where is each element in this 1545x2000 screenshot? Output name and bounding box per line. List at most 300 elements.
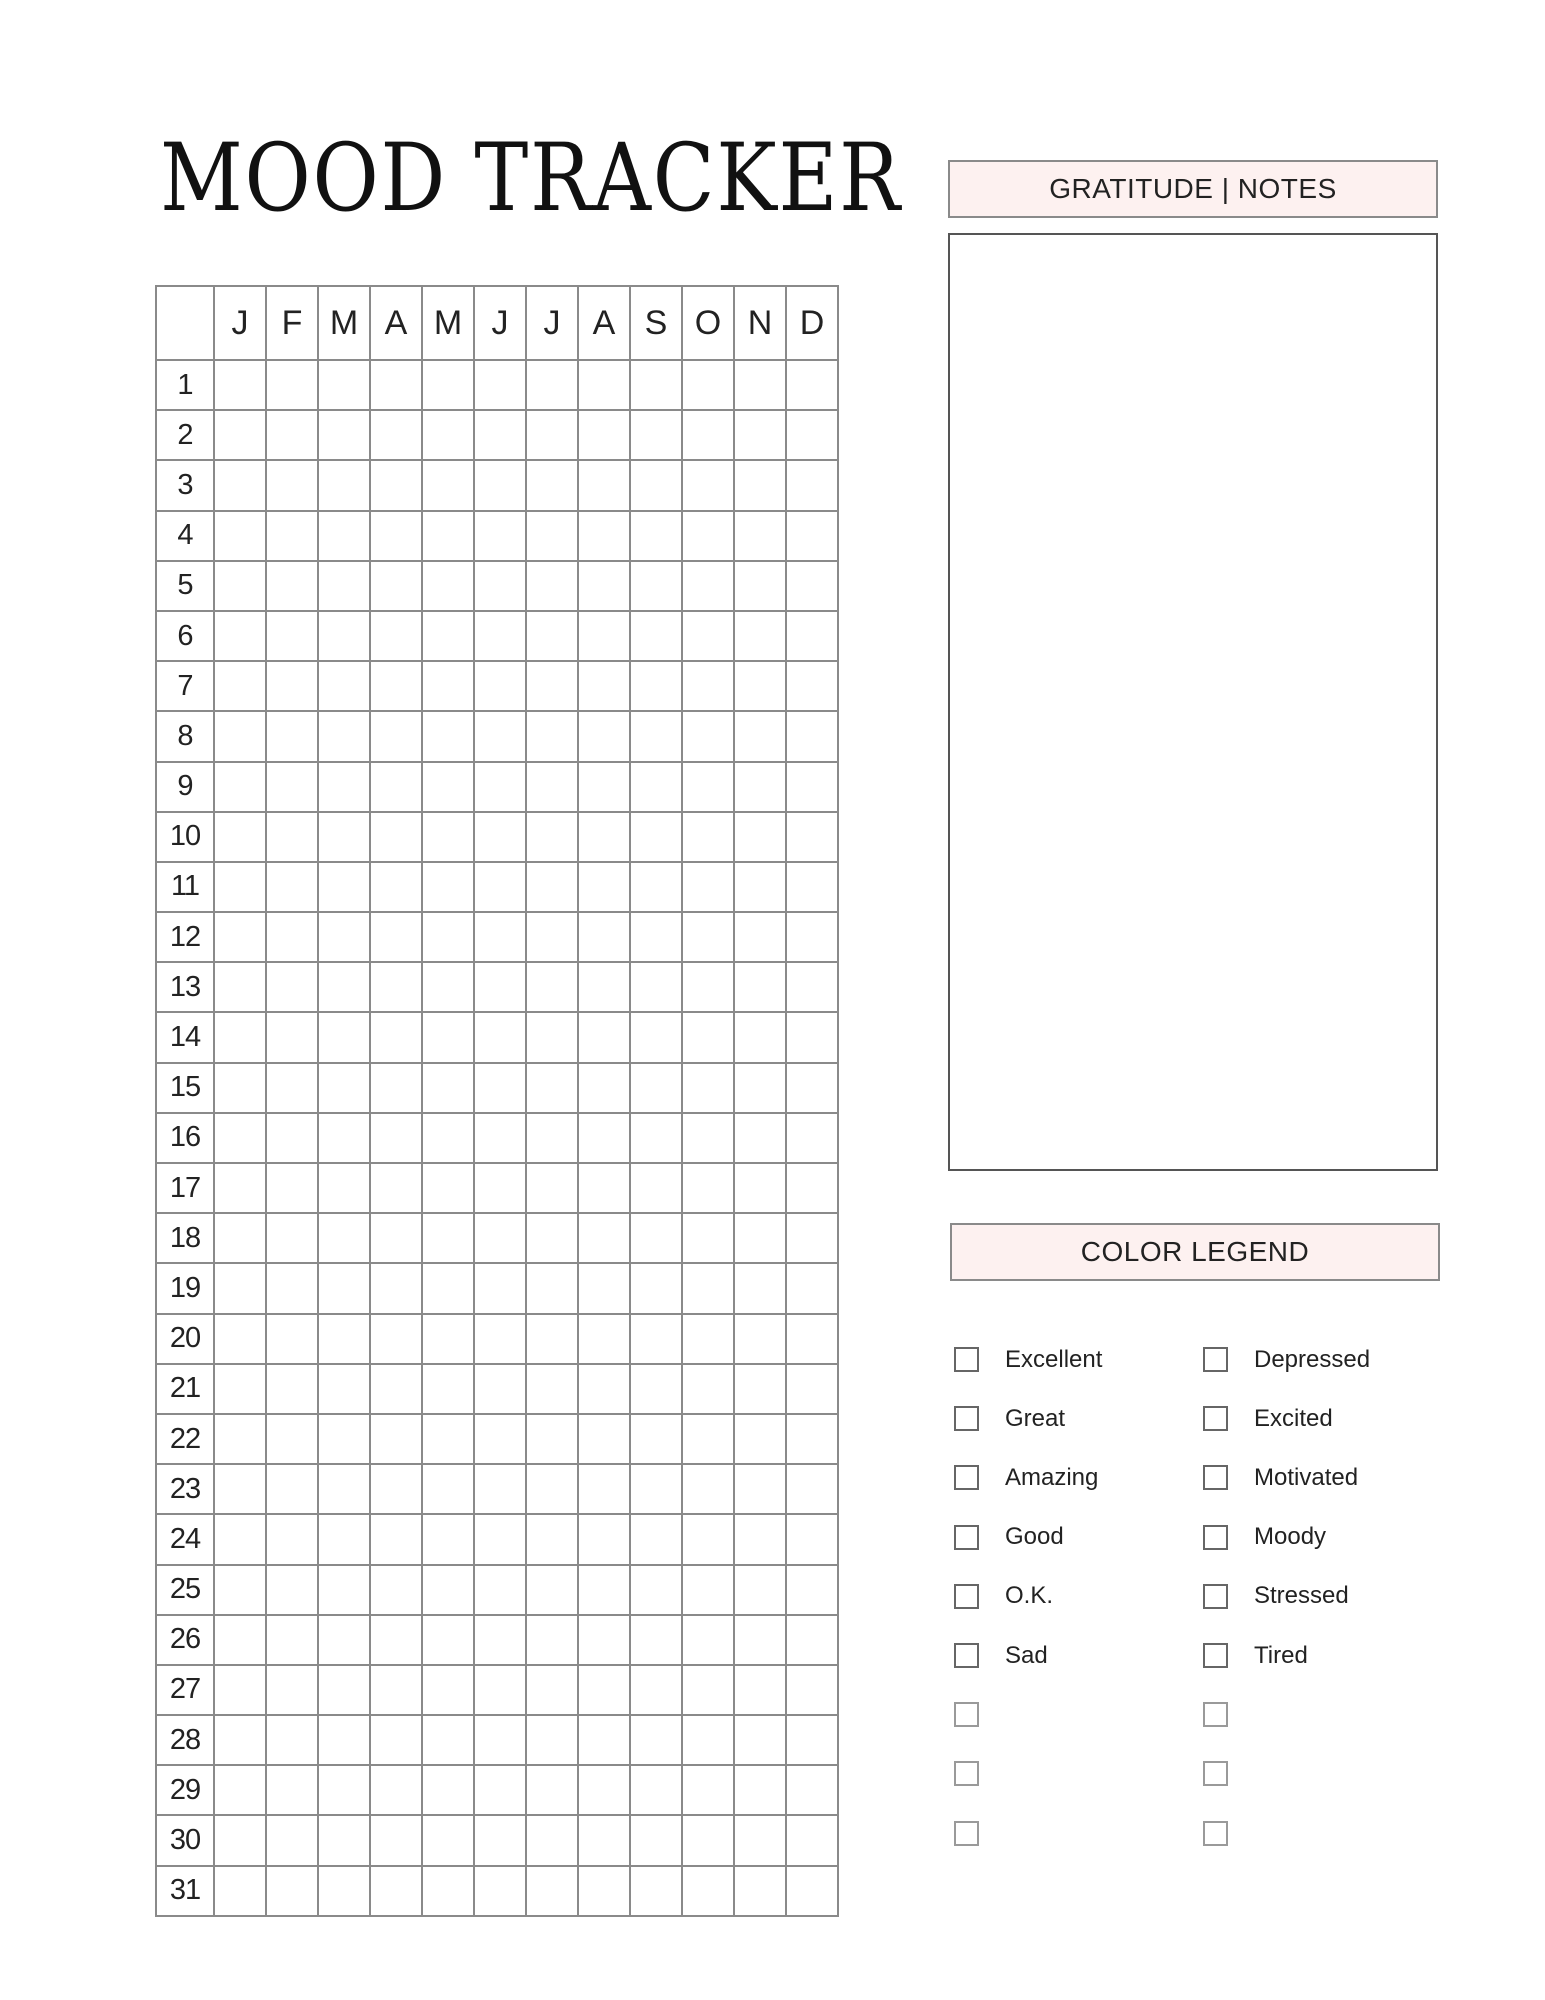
mood-cell[interactable] xyxy=(474,661,526,711)
mood-cell[interactable] xyxy=(474,711,526,761)
mood-cell[interactable] xyxy=(786,962,838,1012)
mood-cell[interactable] xyxy=(318,1163,370,1213)
mood-cell[interactable] xyxy=(474,561,526,611)
mood-cell[interactable] xyxy=(682,1364,734,1414)
mood-cell[interactable] xyxy=(318,1715,370,1765)
mood-cell[interactable] xyxy=(682,410,734,460)
mood-cell[interactable] xyxy=(422,1615,474,1665)
mood-cell[interactable] xyxy=(526,912,578,962)
mood-cell[interactable] xyxy=(318,762,370,812)
mood-cell[interactable] xyxy=(370,511,422,561)
mood-cell[interactable] xyxy=(682,912,734,962)
mood-cell[interactable] xyxy=(786,912,838,962)
mood-cell[interactable] xyxy=(214,912,266,962)
mood-cell[interactable] xyxy=(786,460,838,510)
mood-cell[interactable] xyxy=(214,1063,266,1113)
mood-cell[interactable] xyxy=(422,1514,474,1564)
color-swatch-checkbox[interactable] xyxy=(954,1347,979,1372)
mood-cell[interactable] xyxy=(422,1665,474,1715)
mood-cell[interactable] xyxy=(630,1314,682,1364)
mood-cell[interactable] xyxy=(734,410,786,460)
mood-cell[interactable] xyxy=(266,460,318,510)
mood-cell[interactable] xyxy=(682,661,734,711)
mood-cell[interactable] xyxy=(578,611,630,661)
mood-cell[interactable] xyxy=(214,962,266,1012)
mood-cell[interactable] xyxy=(370,762,422,812)
mood-cell[interactable] xyxy=(734,1012,786,1062)
mood-cell[interactable] xyxy=(734,1665,786,1715)
mood-cell[interactable] xyxy=(474,812,526,862)
mood-cell[interactable] xyxy=(630,410,682,460)
mood-cell[interactable] xyxy=(474,1615,526,1665)
mood-cell[interactable] xyxy=(630,1665,682,1715)
mood-cell[interactable] xyxy=(474,1665,526,1715)
mood-cell[interactable] xyxy=(474,1113,526,1163)
mood-cell[interactable] xyxy=(422,1314,474,1364)
mood-cell[interactable] xyxy=(734,1464,786,1514)
mood-cell[interactable] xyxy=(318,1815,370,1865)
mood-cell[interactable] xyxy=(214,511,266,561)
mood-cell[interactable] xyxy=(318,1665,370,1715)
mood-cell[interactable] xyxy=(266,1263,318,1313)
mood-cell[interactable] xyxy=(526,1615,578,1665)
mood-cell[interactable] xyxy=(682,460,734,510)
mood-cell[interactable] xyxy=(682,561,734,611)
mood-cell[interactable] xyxy=(734,460,786,510)
mood-cell[interactable] xyxy=(630,360,682,410)
mood-cell[interactable] xyxy=(422,410,474,460)
mood-cell[interactable] xyxy=(630,1565,682,1615)
mood-cell[interactable] xyxy=(266,1012,318,1062)
mood-cell[interactable] xyxy=(526,511,578,561)
mood-cell[interactable] xyxy=(214,561,266,611)
mood-cell[interactable] xyxy=(214,1012,266,1062)
mood-cell[interactable] xyxy=(786,812,838,862)
mood-cell[interactable] xyxy=(578,1213,630,1263)
mood-cell[interactable] xyxy=(474,360,526,410)
mood-cell[interactable] xyxy=(526,1565,578,1615)
mood-cell[interactable] xyxy=(734,1113,786,1163)
mood-cell[interactable] xyxy=(474,1012,526,1062)
mood-cell[interactable] xyxy=(370,410,422,460)
mood-cell[interactable] xyxy=(734,711,786,761)
mood-cell[interactable] xyxy=(370,1464,422,1514)
mood-cell[interactable] xyxy=(266,1665,318,1715)
mood-cell[interactable] xyxy=(526,1665,578,1715)
mood-cell[interactable] xyxy=(786,1063,838,1113)
mood-cell[interactable] xyxy=(526,1163,578,1213)
mood-cell[interactable] xyxy=(578,511,630,561)
mood-cell[interactable] xyxy=(214,711,266,761)
mood-cell[interactable] xyxy=(214,1765,266,1815)
mood-cell[interactable] xyxy=(214,1815,266,1865)
mood-cell[interactable] xyxy=(474,1565,526,1615)
color-swatch-checkbox[interactable] xyxy=(1203,1406,1228,1431)
mood-cell[interactable] xyxy=(266,1815,318,1865)
mood-cell[interactable] xyxy=(370,1414,422,1464)
mood-cell[interactable] xyxy=(474,1364,526,1414)
mood-cell[interactable] xyxy=(734,962,786,1012)
mood-cell[interactable] xyxy=(578,1414,630,1464)
mood-cell[interactable] xyxy=(474,410,526,460)
mood-cell[interactable] xyxy=(266,1414,318,1464)
mood-cell[interactable] xyxy=(214,1665,266,1715)
mood-cell[interactable] xyxy=(682,1213,734,1263)
mood-cell[interactable] xyxy=(630,1113,682,1163)
mood-cell[interactable] xyxy=(526,1012,578,1062)
mood-cell[interactable] xyxy=(422,862,474,912)
mood-cell[interactable] xyxy=(318,711,370,761)
mood-cell[interactable] xyxy=(318,1012,370,1062)
mood-cell[interactable] xyxy=(370,862,422,912)
mood-cell[interactable] xyxy=(422,1565,474,1615)
mood-cell[interactable] xyxy=(734,812,786,862)
mood-cell[interactable] xyxy=(214,1163,266,1213)
mood-cell[interactable] xyxy=(318,460,370,510)
mood-cell[interactable] xyxy=(786,1414,838,1464)
mood-cell[interactable] xyxy=(214,1514,266,1564)
mood-cell[interactable] xyxy=(422,1715,474,1765)
mood-cell[interactable] xyxy=(578,1012,630,1062)
mood-cell[interactable] xyxy=(370,1615,422,1665)
mood-cell[interactable] xyxy=(214,762,266,812)
mood-cell[interactable] xyxy=(474,1815,526,1865)
mood-cell[interactable] xyxy=(318,1364,370,1414)
mood-cell[interactable] xyxy=(266,1364,318,1414)
mood-cell[interactable] xyxy=(786,1514,838,1564)
mood-cell[interactable] xyxy=(630,460,682,510)
mood-cell[interactable] xyxy=(630,1364,682,1414)
mood-cell[interactable] xyxy=(474,611,526,661)
mood-cell[interactable] xyxy=(474,1263,526,1313)
mood-cell[interactable] xyxy=(370,1113,422,1163)
mood-cell[interactable] xyxy=(786,1464,838,1514)
mood-cell[interactable] xyxy=(266,1715,318,1765)
mood-cell[interactable] xyxy=(214,360,266,410)
mood-cell[interactable] xyxy=(526,1414,578,1464)
mood-cell[interactable] xyxy=(682,1866,734,1916)
mood-cell[interactable] xyxy=(266,1615,318,1665)
mood-cell[interactable] xyxy=(578,1665,630,1715)
color-swatch-checkbox[interactable] xyxy=(954,1761,979,1786)
mood-cell[interactable] xyxy=(578,1565,630,1615)
mood-cell[interactable] xyxy=(526,1866,578,1916)
mood-cell[interactable] xyxy=(630,661,682,711)
mood-cell[interactable] xyxy=(266,1213,318,1263)
mood-cell[interactable] xyxy=(318,511,370,561)
color-swatch-checkbox[interactable] xyxy=(954,1643,979,1668)
mood-cell[interactable] xyxy=(318,1615,370,1665)
mood-cell[interactable] xyxy=(474,1514,526,1564)
mood-cell[interactable] xyxy=(786,511,838,561)
mood-cell[interactable] xyxy=(734,1615,786,1665)
mood-cell[interactable] xyxy=(682,1012,734,1062)
mood-cell[interactable] xyxy=(578,762,630,812)
mood-cell[interactable] xyxy=(682,1113,734,1163)
mood-cell[interactable] xyxy=(578,1364,630,1414)
mood-cell[interactable] xyxy=(422,561,474,611)
mood-cell[interactable] xyxy=(734,1715,786,1765)
mood-cell[interactable] xyxy=(630,1163,682,1213)
mood-cell[interactable] xyxy=(422,912,474,962)
mood-cell[interactable] xyxy=(318,611,370,661)
color-swatch-checkbox[interactable] xyxy=(954,1821,979,1846)
mood-cell[interactable] xyxy=(786,1765,838,1815)
mood-cell[interactable] xyxy=(318,1514,370,1564)
mood-cell[interactable] xyxy=(630,611,682,661)
mood-cell[interactable] xyxy=(214,1364,266,1414)
mood-cell[interactable] xyxy=(578,1464,630,1514)
mood-cell[interactable] xyxy=(786,611,838,661)
mood-cell[interactable] xyxy=(318,360,370,410)
mood-cell[interactable] xyxy=(422,611,474,661)
mood-cell[interactable] xyxy=(370,1314,422,1364)
mood-cell[interactable] xyxy=(422,1414,474,1464)
mood-cell[interactable] xyxy=(214,812,266,862)
mood-cell[interactable] xyxy=(682,1565,734,1615)
mood-cell[interactable] xyxy=(474,862,526,912)
mood-cell[interactable] xyxy=(214,1263,266,1313)
mood-cell[interactable] xyxy=(422,711,474,761)
mood-cell[interactable] xyxy=(370,1815,422,1865)
mood-cell[interactable] xyxy=(734,511,786,561)
mood-cell[interactable] xyxy=(526,1715,578,1765)
mood-cell[interactable] xyxy=(214,1464,266,1514)
mood-cell[interactable] xyxy=(630,1414,682,1464)
mood-cell[interactable] xyxy=(682,762,734,812)
mood-cell[interactable] xyxy=(214,1113,266,1163)
mood-cell[interactable] xyxy=(682,1615,734,1665)
mood-cell[interactable] xyxy=(370,611,422,661)
mood-cell[interactable] xyxy=(578,912,630,962)
mood-cell[interactable] xyxy=(630,511,682,561)
mood-cell[interactable] xyxy=(318,1213,370,1263)
mood-cell[interactable] xyxy=(266,812,318,862)
mood-cell[interactable] xyxy=(526,1113,578,1163)
mood-cell[interactable] xyxy=(526,962,578,1012)
mood-cell[interactable] xyxy=(682,611,734,661)
mood-cell[interactable] xyxy=(474,460,526,510)
mood-cell[interactable] xyxy=(526,661,578,711)
color-swatch-checkbox[interactable] xyxy=(1203,1465,1228,1490)
mood-cell[interactable] xyxy=(214,460,266,510)
mood-cell[interactable] xyxy=(630,862,682,912)
mood-cell[interactable] xyxy=(474,1715,526,1765)
mood-cell[interactable] xyxy=(214,410,266,460)
mood-cell[interactable] xyxy=(682,1514,734,1564)
mood-cell[interactable] xyxy=(578,1815,630,1865)
mood-cell[interactable] xyxy=(370,1063,422,1113)
mood-cell[interactable] xyxy=(578,1615,630,1665)
color-swatch-checkbox[interactable] xyxy=(1203,1643,1228,1668)
mood-cell[interactable] xyxy=(786,410,838,460)
mood-cell[interactable] xyxy=(370,360,422,410)
mood-cell[interactable] xyxy=(422,1765,474,1815)
mood-cell[interactable] xyxy=(734,611,786,661)
mood-cell[interactable] xyxy=(682,511,734,561)
mood-cell[interactable] xyxy=(682,1464,734,1514)
mood-cell[interactable] xyxy=(786,1163,838,1213)
color-swatch-checkbox[interactable] xyxy=(1203,1702,1228,1727)
mood-cell[interactable] xyxy=(734,1364,786,1414)
mood-cell[interactable] xyxy=(422,1213,474,1263)
mood-cell[interactable] xyxy=(630,962,682,1012)
mood-cell[interactable] xyxy=(370,1364,422,1414)
mood-cell[interactable] xyxy=(214,661,266,711)
mood-cell[interactable] xyxy=(266,1163,318,1213)
mood-cell[interactable] xyxy=(526,1263,578,1313)
mood-cell[interactable] xyxy=(630,711,682,761)
mood-cell[interactable] xyxy=(526,410,578,460)
mood-cell[interactable] xyxy=(422,1464,474,1514)
mood-cell[interactable] xyxy=(318,1263,370,1313)
mood-cell[interactable] xyxy=(422,1063,474,1113)
mood-cell[interactable] xyxy=(786,1263,838,1313)
mood-cell[interactable] xyxy=(214,1866,266,1916)
mood-cell[interactable] xyxy=(734,762,786,812)
mood-cell[interactable] xyxy=(630,1715,682,1765)
mood-cell[interactable] xyxy=(474,1163,526,1213)
mood-cell[interactable] xyxy=(526,762,578,812)
mood-cell[interactable] xyxy=(266,1063,318,1113)
mood-cell[interactable] xyxy=(526,611,578,661)
mood-cell[interactable] xyxy=(370,1163,422,1213)
mood-cell[interactable] xyxy=(734,360,786,410)
mood-cell[interactable] xyxy=(578,1063,630,1113)
mood-cell[interactable] xyxy=(422,511,474,561)
mood-cell[interactable] xyxy=(578,862,630,912)
mood-cell[interactable] xyxy=(422,762,474,812)
mood-cell[interactable] xyxy=(526,1815,578,1865)
mood-cell[interactable] xyxy=(214,1213,266,1263)
mood-cell[interactable] xyxy=(214,1314,266,1364)
mood-cell[interactable] xyxy=(786,561,838,611)
mood-cell[interactable] xyxy=(682,1715,734,1765)
mood-cell[interactable] xyxy=(630,1263,682,1313)
mood-cell[interactable] xyxy=(370,661,422,711)
mood-cell[interactable] xyxy=(370,1866,422,1916)
mood-cell[interactable] xyxy=(526,1514,578,1564)
mood-cell[interactable] xyxy=(214,1565,266,1615)
mood-cell[interactable] xyxy=(734,1314,786,1364)
mood-cell[interactable] xyxy=(318,912,370,962)
mood-cell[interactable] xyxy=(630,1815,682,1865)
mood-cell[interactable] xyxy=(682,1163,734,1213)
mood-cell[interactable] xyxy=(526,862,578,912)
mood-cell[interactable] xyxy=(474,1414,526,1464)
mood-cell[interactable] xyxy=(734,1063,786,1113)
mood-cell[interactable] xyxy=(526,1464,578,1514)
mood-cell[interactable] xyxy=(318,1063,370,1113)
mood-cell[interactable] xyxy=(630,1063,682,1113)
mood-cell[interactable] xyxy=(422,1866,474,1916)
mood-cell[interactable] xyxy=(526,812,578,862)
mood-cell[interactable] xyxy=(318,410,370,460)
mood-cell[interactable] xyxy=(266,1314,318,1364)
mood-cell[interactable] xyxy=(578,711,630,761)
mood-cell[interactable] xyxy=(578,1163,630,1213)
mood-cell[interactable] xyxy=(526,360,578,410)
mood-cell[interactable] xyxy=(630,1765,682,1815)
mood-cell[interactable] xyxy=(266,1866,318,1916)
mood-cell[interactable] xyxy=(370,1665,422,1715)
mood-cell[interactable] xyxy=(630,561,682,611)
color-swatch-checkbox[interactable] xyxy=(954,1702,979,1727)
mood-cell[interactable] xyxy=(578,1113,630,1163)
mood-cell[interactable] xyxy=(526,460,578,510)
mood-cell[interactable] xyxy=(786,1665,838,1715)
mood-cell[interactable] xyxy=(526,1063,578,1113)
mood-cell[interactable] xyxy=(682,1665,734,1715)
mood-cell[interactable] xyxy=(370,1012,422,1062)
mood-cell[interactable] xyxy=(786,1565,838,1615)
mood-cell[interactable] xyxy=(786,661,838,711)
mood-cell[interactable] xyxy=(422,360,474,410)
mood-cell[interactable] xyxy=(422,1012,474,1062)
mood-cell[interactable] xyxy=(474,1213,526,1263)
mood-cell[interactable] xyxy=(266,962,318,1012)
mood-cell[interactable] xyxy=(266,561,318,611)
mood-cell[interactable] xyxy=(266,762,318,812)
mood-cell[interactable] xyxy=(474,1063,526,1113)
mood-cell[interactable] xyxy=(474,1765,526,1815)
mood-cell[interactable] xyxy=(266,1765,318,1815)
mood-cell[interactable] xyxy=(266,410,318,460)
mood-cell[interactable] xyxy=(370,460,422,510)
mood-cell[interactable] xyxy=(422,1163,474,1213)
mood-cell[interactable] xyxy=(266,912,318,962)
mood-cell[interactable] xyxy=(474,962,526,1012)
mood-cell[interactable] xyxy=(578,1514,630,1564)
color-swatch-checkbox[interactable] xyxy=(1203,1347,1228,1372)
mood-cell[interactable] xyxy=(474,762,526,812)
mood-cell[interactable] xyxy=(526,561,578,611)
color-swatch-checkbox[interactable] xyxy=(1203,1761,1228,1786)
mood-cell[interactable] xyxy=(266,1464,318,1514)
mood-cell[interactable] xyxy=(682,1314,734,1364)
mood-cell[interactable] xyxy=(786,711,838,761)
mood-cell[interactable] xyxy=(578,360,630,410)
mood-cell[interactable] xyxy=(630,1615,682,1665)
mood-cell[interactable] xyxy=(370,1213,422,1263)
mood-cell[interactable] xyxy=(266,511,318,561)
mood-cell[interactable] xyxy=(682,1263,734,1313)
mood-cell[interactable] xyxy=(786,1615,838,1665)
mood-cell[interactable] xyxy=(734,1163,786,1213)
mood-cell[interactable] xyxy=(786,1364,838,1414)
mood-cell[interactable] xyxy=(526,711,578,761)
mood-cell[interactable] xyxy=(786,1012,838,1062)
mood-cell[interactable] xyxy=(734,862,786,912)
mood-cell[interactable] xyxy=(370,1263,422,1313)
mood-cell[interactable] xyxy=(370,711,422,761)
mood-cell[interactable] xyxy=(266,1113,318,1163)
mood-cell[interactable] xyxy=(786,862,838,912)
mood-cell[interactable] xyxy=(266,711,318,761)
mood-cell[interactable] xyxy=(214,1615,266,1665)
color-swatch-checkbox[interactable] xyxy=(954,1584,979,1609)
mood-cell[interactable] xyxy=(734,1866,786,1916)
mood-cell[interactable] xyxy=(630,762,682,812)
mood-cell[interactable] xyxy=(630,1012,682,1062)
mood-cell[interactable] xyxy=(734,1815,786,1865)
mood-cell[interactable] xyxy=(682,360,734,410)
mood-cell[interactable] xyxy=(526,1314,578,1364)
mood-cell[interactable] xyxy=(370,1715,422,1765)
mood-cell[interactable] xyxy=(578,1314,630,1364)
mood-cell[interactable] xyxy=(266,1565,318,1615)
mood-cell[interactable] xyxy=(734,561,786,611)
